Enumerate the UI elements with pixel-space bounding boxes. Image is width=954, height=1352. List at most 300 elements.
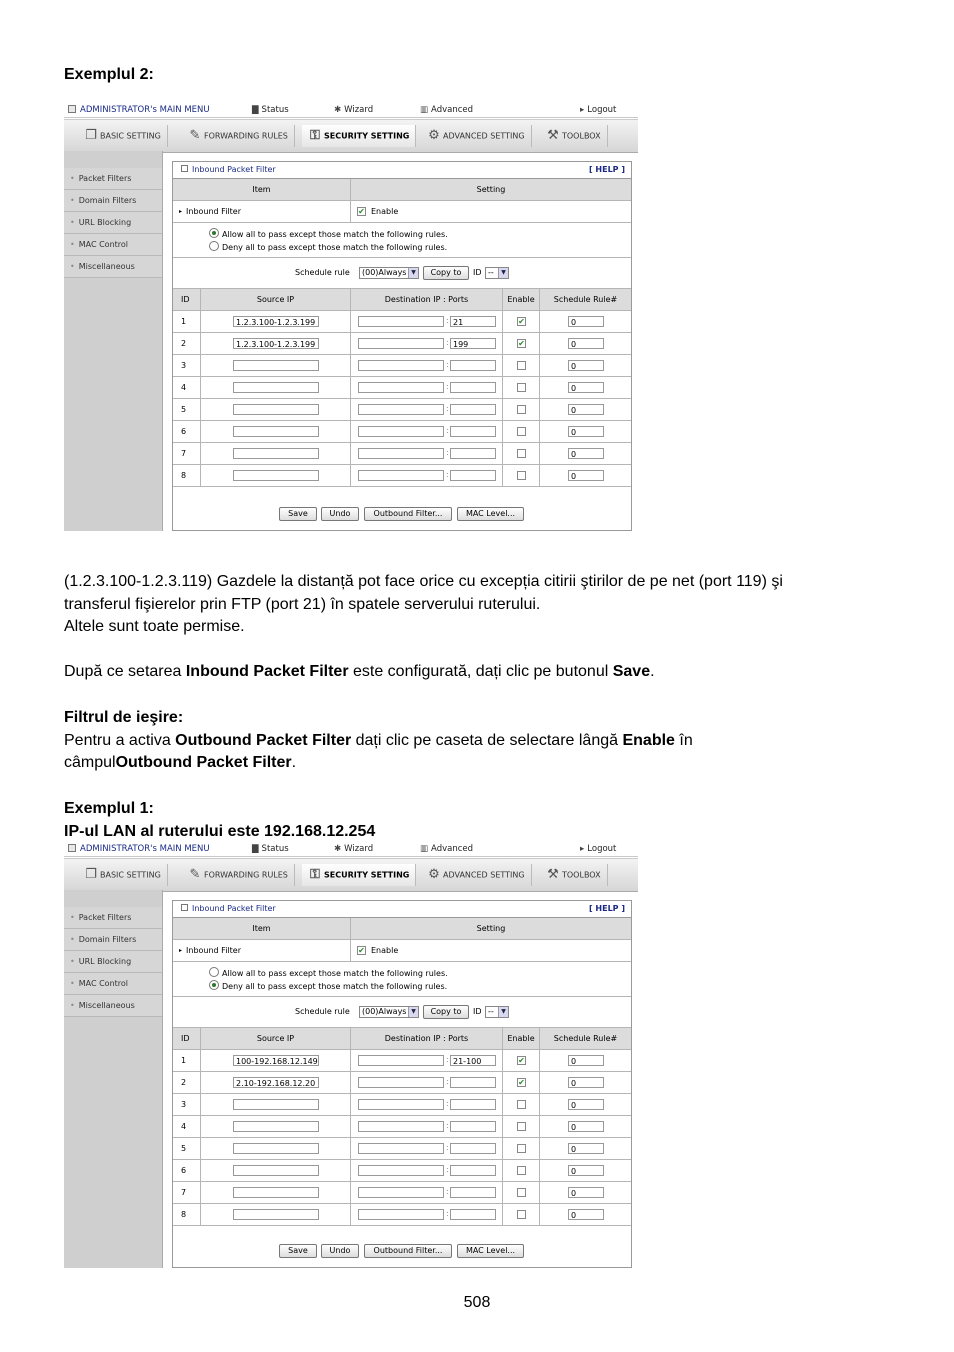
schedule-rule-input[interactable]: 0	[568, 1143, 604, 1154]
inbound-enable-checkbox[interactable]: ✔	[358, 207, 365, 216]
id-label: ID	[473, 1007, 482, 1016]
nav-tab-label: BASIC SETTING	[100, 870, 161, 880]
dest-ip-input[interactable]	[358, 1077, 444, 1088]
schedule-rule-label: Schedule rule	[295, 268, 350, 277]
schedule-rule-input[interactable]: 0	[568, 316, 604, 327]
dest-ip-input[interactable]	[358, 470, 444, 481]
allow-radio[interactable]	[209, 967, 219, 977]
table-row	[173, 1182, 631, 1204]
colon-separator: :	[446, 1165, 449, 1174]
rule-enable-checkbox[interactable]	[517, 449, 526, 458]
nav-tab-label: BASIC SETTING	[100, 131, 161, 141]
wizard-icon: ✱	[334, 105, 342, 115]
inbound-filter-item	[173, 940, 351, 961]
deny-radio[interactable]	[209, 241, 219, 251]
top-menu-wizard-label: Wizard	[344, 105, 374, 115]
schedule-row	[173, 258, 631, 289]
chevron-down-icon: ▼	[408, 268, 418, 278]
source-ip-input[interactable]: 2.10-192.168.12.20	[233, 1077, 319, 1088]
schedule-rule-input[interactable]: 0	[568, 1077, 604, 1088]
rule-id: 6	[173, 421, 201, 442]
nav-tab-toolbox[interactable]	[540, 864, 608, 886]
bullet-icon: •	[70, 262, 75, 271]
heading-example-1-block	[64, 798, 894, 843]
sidebar-item[interactable]	[64, 907, 162, 929]
source-ip-input[interactable]: 1.2.3.100-1.2.3.199	[233, 338, 319, 349]
dest-ip-input[interactable]	[358, 1165, 444, 1176]
rule-id: 6	[173, 1160, 201, 1181]
panel-title	[181, 162, 276, 178]
source-ip-input[interactable]: 100-192.168.12.149	[233, 1055, 319, 1066]
source-ip-input[interactable]	[233, 1143, 319, 1154]
bullet-icon: •	[70, 218, 75, 227]
save-button[interactable]: Save	[279, 1244, 317, 1258]
nav-tab-label: ADVANCED SETTING	[443, 870, 525, 880]
top-menu-status-link[interactable]	[252, 105, 289, 115]
table-row	[173, 465, 631, 487]
rule-enable-checkbox[interactable]	[517, 1188, 526, 1197]
paragraph-save-instruction	[64, 661, 894, 684]
colon-separator: :	[446, 426, 449, 435]
basic-icon: ❐	[85, 128, 97, 143]
colon-separator: :	[446, 360, 449, 369]
nav-tab-label: SECURITY SETTING	[324, 131, 410, 141]
sidebar-item[interactable]	[64, 190, 162, 212]
rule-enable-checkbox[interactable]: ✔	[518, 339, 525, 348]
security-icon: ⚿	[310, 128, 320, 143]
inbound-enable-checkbox[interactable]: ✔	[358, 946, 365, 955]
colon-separator: :	[446, 1187, 449, 1196]
bold-text: Enable	[622, 731, 675, 749]
sidebar-item-label: URL Blocking	[78, 957, 132, 966]
dest-ip-input[interactable]	[358, 1121, 444, 1132]
basic-icon: ❐	[85, 867, 97, 882]
rule-id: 4	[173, 1116, 201, 1137]
bullet-icon: •	[70, 979, 75, 988]
dest-ip-input[interactable]	[358, 448, 444, 459]
dest-ip-input[interactable]	[358, 382, 444, 393]
chevron-down-icon: ▼	[498, 268, 508, 278]
schedule-rule-input[interactable]: 0	[568, 1187, 604, 1198]
dest-port-input[interactable]	[450, 448, 496, 459]
schedule-select[interactable]	[359, 1006, 419, 1018]
schedule-select[interactable]	[359, 267, 419, 279]
schedule-rule-input[interactable]: 0	[568, 404, 604, 415]
top-menu-logout-link[interactable]	[580, 844, 616, 854]
schedule-rule-input[interactable]: 0	[568, 470, 604, 481]
screenshot-example-2	[64, 103, 638, 531]
text: în	[674, 731, 693, 749]
table-row	[173, 311, 631, 333]
sidebar-item-label: Domain Filters	[78, 196, 137, 205]
text: .	[650, 663, 655, 680]
help-link[interactable]: [ HELP ]	[588, 904, 625, 913]
deny-rule-label: Deny all to pass except those match the following rules.	[222, 243, 448, 252]
id-label: ID	[473, 268, 482, 277]
paragraph-line: (1.2.3.100-1.2.3.119) Gazdele la distanță pot face orice cu excepția citirii ştirilor de pe net (port 119) şi	[64, 573, 783, 590]
nav-tab-label: SECURITY SETTING	[324, 870, 410, 880]
colon-separator: :	[446, 1055, 449, 1064]
sidebar-item[interactable]	[64, 234, 162, 256]
rule-enable-checkbox[interactable]	[517, 405, 526, 414]
dest-port-input[interactable]	[450, 404, 496, 415]
panel-title-label: Inbound Packet Filter	[192, 165, 276, 174]
inbound-filter-label: Inbound Filter	[186, 946, 241, 955]
inbound-filter-setting	[351, 940, 631, 961]
col-item-header: Item	[173, 918, 351, 939]
top-menu-bar	[64, 103, 638, 118]
dest-port-input[interactable]	[450, 470, 496, 481]
logout-icon: ▸	[580, 105, 585, 115]
paragraph-line: Altele sunt toate permise.	[64, 618, 245, 635]
rule-enable-checkbox[interactable]	[517, 1144, 526, 1153]
undo-button[interactable]: Undo	[321, 507, 359, 521]
rules-table-header	[173, 1028, 631, 1050]
nav-tab-advanced[interactable]	[421, 125, 532, 147]
rule-enable-checkbox[interactable]	[517, 1122, 526, 1131]
rules-col-header: Enable	[503, 1028, 540, 1049]
arrow-right-icon: ▸	[179, 208, 183, 215]
sidebar-item[interactable]	[64, 995, 162, 1017]
admin-main-menu-link[interactable]	[68, 844, 210, 854]
top-menu-advanced-link[interactable]	[420, 844, 473, 854]
colon-separator: :	[446, 1077, 449, 1086]
source-ip-input[interactable]	[233, 1121, 319, 1132]
mac-level-button[interactable]: MAC Level...	[457, 1244, 524, 1258]
dest-port-input[interactable]: 21-100	[450, 1055, 496, 1066]
rule-mode-row	[173, 962, 631, 997]
text: .	[291, 754, 297, 771]
sidebar-item-label: Packet Filters	[78, 913, 132, 922]
rule-enable-checkbox[interactable]: ✔	[518, 1056, 525, 1065]
page-number: 508	[463, 1294, 491, 1311]
screenshot-example-1	[64, 842, 638, 1268]
rule-enable-checkbox[interactable]	[517, 1100, 526, 1109]
bold-text: Inbound Packet Filter	[185, 663, 349, 680]
advanced-icon: ⚙	[428, 128, 440, 143]
top-menu-logout-label: Logout	[587, 105, 617, 115]
dest-ip-input[interactable]	[358, 1055, 444, 1066]
paragraph-line	[64, 752, 894, 775]
nav-tab-label: ADVANCED SETTING	[443, 131, 525, 141]
rules-col-header: Schedule Rule#	[553, 295, 618, 304]
nav-tab-security[interactable]	[302, 125, 416, 147]
admin-menu-label: ADMINISTRATOR's MAIN MENU	[80, 844, 210, 854]
toolbox-icon: ⚒	[547, 128, 559, 143]
arrow-right-icon: ▸	[179, 947, 183, 954]
source-ip-input[interactable]	[233, 426, 319, 437]
rule-id: 2	[173, 333, 201, 354]
colon-separator: :	[446, 338, 449, 347]
top-menu-wizard-label: Wizard	[344, 844, 374, 854]
heading-example-1: Exemplul 1:	[64, 800, 154, 817]
inbound-filter-item	[173, 201, 351, 222]
rule-id: 5	[173, 399, 201, 420]
advanced-icon: ▥	[420, 105, 429, 115]
sidebar-item[interactable]	[64, 951, 162, 973]
help-link[interactable]: [ HELP ]	[588, 165, 625, 174]
inbound-packet-filter-panel	[172, 900, 632, 1268]
source-ip-input[interactable]	[233, 1187, 319, 1198]
schedule-rule-input[interactable]: 0	[568, 1121, 604, 1132]
mac-level-button[interactable]: MAC Level...	[457, 507, 524, 521]
deny-radio[interactable]	[209, 980, 219, 990]
source-ip-input[interactable]	[233, 1209, 319, 1220]
dest-ip-input[interactable]	[358, 338, 444, 349]
nav-tab-security[interactable]	[302, 864, 416, 886]
dest-port-input[interactable]	[450, 1209, 496, 1220]
top-menu-wizard-link[interactable]	[334, 105, 373, 115]
rule-mode-options	[209, 228, 448, 254]
table-row	[173, 421, 631, 443]
top-menu-status-label: Status	[261, 844, 289, 854]
schedule-select-value: (00)Always	[362, 1007, 407, 1016]
rules-col-header: Enable	[503, 289, 540, 310]
dest-port-input[interactable]	[450, 360, 496, 371]
chevron-down-icon: ▼	[408, 1007, 418, 1017]
schedule-rule-input[interactable]: 0	[568, 1099, 604, 1110]
undo-button[interactable]: Undo	[321, 1244, 359, 1258]
dest-port-input[interactable]: 199	[450, 338, 496, 349]
table-row	[173, 1072, 631, 1094]
bold-text: Outbound Packet Filter	[175, 731, 352, 749]
schedule-rule-input[interactable]: 0	[568, 1209, 604, 1220]
status-icon: ▇	[252, 844, 259, 854]
rule-id: 1	[173, 1050, 201, 1071]
source-ip-input[interactable]	[233, 1165, 319, 1176]
rule-id: 3	[173, 1094, 201, 1115]
rule-id: 8	[173, 465, 201, 486]
colon-separator: :	[446, 1209, 449, 1218]
rule-id: 1	[173, 311, 201, 332]
schedule-rule-input[interactable]: 0	[568, 426, 604, 437]
sidebar-item[interactable]	[64, 212, 162, 234]
dest-port-input[interactable]	[450, 1077, 496, 1088]
bullet-icon: •	[70, 913, 75, 922]
rule-enable-checkbox[interactable]	[517, 1210, 526, 1219]
source-ip-input[interactable]	[233, 448, 319, 459]
dest-ip-input[interactable]	[358, 426, 444, 437]
schedule-rule-input[interactable]: 0	[568, 360, 604, 371]
table-row	[173, 1050, 631, 1072]
rule-id: 3	[173, 355, 201, 376]
inbound-filter-label: Inbound Filter	[186, 207, 241, 216]
dest-port-input[interactable]	[450, 1143, 496, 1154]
source-ip-input[interactable]	[233, 404, 319, 415]
dest-ip-input[interactable]	[358, 360, 444, 371]
table-row	[173, 377, 631, 399]
bullet-icon: •	[70, 174, 75, 183]
col-item-header: Item	[173, 179, 351, 200]
source-ip-input[interactable]	[233, 1099, 319, 1110]
dest-port-input[interactable]	[450, 426, 496, 437]
outbound-filter-button[interactable]: Outbound Filter...	[364, 1244, 452, 1258]
colon-separator: :	[446, 404, 449, 413]
top-menu-logout-link[interactable]	[580, 105, 616, 115]
schedule-rule-label: Schedule rule	[295, 1007, 350, 1016]
sidebar-item[interactable]	[64, 256, 162, 278]
rule-id: 7	[173, 443, 201, 464]
rule-enable-checkbox[interactable]: ✔	[518, 1078, 525, 1087]
schedule-row	[173, 997, 631, 1028]
rules-col-header: Source IP	[201, 289, 351, 310]
copy-to-button[interactable]: Copy to	[423, 1005, 469, 1019]
table-row	[173, 1160, 631, 1182]
table-row	[173, 1138, 631, 1160]
chevron-down-icon: ▼	[498, 1007, 508, 1017]
bold-text: Outbound Packet Filter	[115, 754, 292, 771]
bullet-icon: •	[70, 1001, 75, 1010]
paragraph-outbound	[64, 707, 894, 775]
copy-to-button[interactable]: Copy to	[423, 266, 469, 280]
panel-title	[181, 901, 276, 917]
table-row	[173, 1204, 631, 1226]
schedule-rule-input[interactable]: 0	[568, 1055, 604, 1066]
top-menu-bar	[64, 842, 638, 857]
rule-id: 8	[173, 1204, 201, 1225]
sidebar-item-label: URL Blocking	[78, 218, 132, 227]
colon-separator: :	[446, 382, 449, 391]
status-icon: ▇	[252, 105, 259, 115]
inbound-packet-filter-panel	[172, 161, 632, 531]
sidebar-item[interactable]	[64, 168, 162, 190]
main-nav-bar	[64, 858, 638, 892]
menu-square-icon	[68, 105, 76, 113]
top-menu-logout-label: Logout	[587, 844, 617, 854]
id-select[interactable]	[485, 267, 509, 279]
rule-enable-checkbox[interactable]	[517, 383, 526, 392]
colon-separator: :	[446, 448, 449, 457]
menu-square-icon	[68, 844, 76, 852]
inbound-enable-label: Enable	[371, 207, 399, 216]
source-ip-input[interactable]	[233, 470, 319, 481]
colon-separator: :	[446, 316, 449, 325]
logout-icon: ▸	[580, 844, 585, 854]
dest-ip-input[interactable]	[358, 1209, 444, 1220]
main-nav-bar	[64, 119, 638, 153]
sidebar-item[interactable]	[64, 929, 162, 951]
deny-rule-option[interactable]	[209, 980, 448, 993]
schedule-rule-input[interactable]: 0	[568, 338, 604, 349]
sidebar-item-label: Domain Filters	[78, 935, 137, 944]
colon-separator: :	[446, 1121, 449, 1130]
rule-enable-checkbox[interactable]: ✔	[518, 317, 525, 326]
top-menu-status-label: Status	[261, 105, 289, 115]
colon-separator: :	[446, 470, 449, 479]
dest-port-input[interactable]	[450, 1165, 496, 1176]
rule-id: 7	[173, 1182, 201, 1203]
rules-col-header: Destination IP : Ports	[351, 1028, 503, 1049]
rule-enable-checkbox[interactable]	[517, 361, 526, 370]
sidebar-item-label: Miscellaneous	[78, 262, 135, 271]
table-row	[173, 1116, 631, 1138]
source-ip-input[interactable]: 1.2.3.100-1.2.3.199	[233, 316, 319, 327]
schedule-rule-input[interactable]: 0	[568, 448, 604, 459]
source-ip-input[interactable]	[233, 360, 319, 371]
dest-ip-input[interactable]	[358, 1143, 444, 1154]
schedule-rule-input[interactable]: 0	[568, 382, 604, 393]
deny-rule-option[interactable]	[209, 241, 448, 254]
dest-port-input[interactable]	[450, 1121, 496, 1132]
panel-title-bar	[173, 901, 631, 918]
admin-menu-label: ADMINISTRATOR's MAIN MENU	[80, 105, 210, 115]
nav-tab-forwarding[interactable]	[182, 864, 295, 886]
nav-tab-label: TOOLBOX	[562, 131, 601, 141]
panel-title-label: Inbound Packet Filter	[192, 904, 276, 913]
forwarding-icon: ✎	[189, 128, 201, 143]
colon-separator: :	[446, 1099, 449, 1108]
text: câmpul	[64, 754, 116, 771]
allow-rule-option[interactable]	[209, 228, 448, 241]
sidebar-item[interactable]	[64, 973, 162, 995]
paragraph-description	[64, 571, 894, 639]
save-button[interactable]: Save	[279, 507, 317, 521]
text: Pentru a activa	[64, 731, 176, 749]
top-menu-wizard-link[interactable]	[334, 844, 373, 854]
dest-ip-input[interactable]	[358, 316, 444, 327]
rule-enable-checkbox[interactable]	[517, 1166, 526, 1175]
top-menu-advanced-label: Advanced	[431, 105, 474, 115]
id-select[interactable]	[485, 1006, 509, 1018]
id-select-value: --	[488, 268, 494, 277]
bullet-icon: •	[70, 240, 75, 249]
sidebar-item-label: Miscellaneous	[78, 1001, 135, 1010]
allow-radio[interactable]	[209, 228, 219, 238]
top-menu-status-link[interactable]	[252, 844, 289, 854]
rule-enable-checkbox[interactable]	[517, 427, 526, 436]
nav-tab-basic[interactable]	[78, 864, 168, 886]
text: dați clic pe caseta de selectare lângă	[351, 731, 623, 749]
allow-rule-option[interactable]	[209, 967, 448, 980]
top-menu-advanced-link[interactable]	[420, 105, 473, 115]
nav-tab-toolbox[interactable]	[540, 125, 608, 147]
nav-tab-advanced[interactable]	[421, 864, 532, 886]
source-ip-input[interactable]	[233, 382, 319, 393]
schedule-rule-input[interactable]: 0	[568, 1165, 604, 1176]
dest-port-input[interactable]	[450, 1187, 496, 1198]
dest-ip-input[interactable]	[358, 404, 444, 415]
panel-title-bar	[173, 162, 631, 179]
paragraph-line	[64, 730, 894, 753]
panel-square-icon	[181, 165, 188, 172]
bold-text: Save	[612, 663, 651, 680]
bullet-icon: •	[70, 196, 75, 205]
table-row	[173, 443, 631, 465]
rule-id: 5	[173, 1138, 201, 1159]
rules-col-header: ID	[173, 289, 201, 310]
schedule-select-value: (00)Always	[362, 268, 407, 277]
dest-port-input[interactable]	[450, 382, 496, 393]
rules-col-header: Source IP	[201, 1028, 351, 1049]
dest-ip-input[interactable]	[358, 1187, 444, 1198]
admin-main-menu-link[interactable]	[68, 105, 210, 115]
rule-enable-checkbox[interactable]	[517, 471, 526, 480]
advanced-icon: ⚙	[428, 867, 440, 882]
table-row	[173, 399, 631, 421]
rules-col-header: Schedule Rule#	[553, 1034, 618, 1043]
dest-ip-input[interactable]	[358, 1099, 444, 1110]
dest-port-input[interactable]	[450, 1099, 496, 1110]
dest-port-input[interactable]: 21	[450, 316, 496, 327]
sidebar	[64, 890, 163, 1268]
nav-tab-basic[interactable]	[78, 125, 168, 147]
heading-example-2: Exemplul 2:	[64, 66, 154, 83]
nav-tab-forwarding[interactable]	[182, 125, 295, 147]
allow-rule-label: Allow all to pass except those match the following rules.	[222, 230, 448, 239]
rule-id: 2	[173, 1072, 201, 1093]
wizard-icon: ✱	[334, 844, 342, 854]
outbound-filter-button[interactable]: Outbound Filter...	[364, 507, 452, 521]
